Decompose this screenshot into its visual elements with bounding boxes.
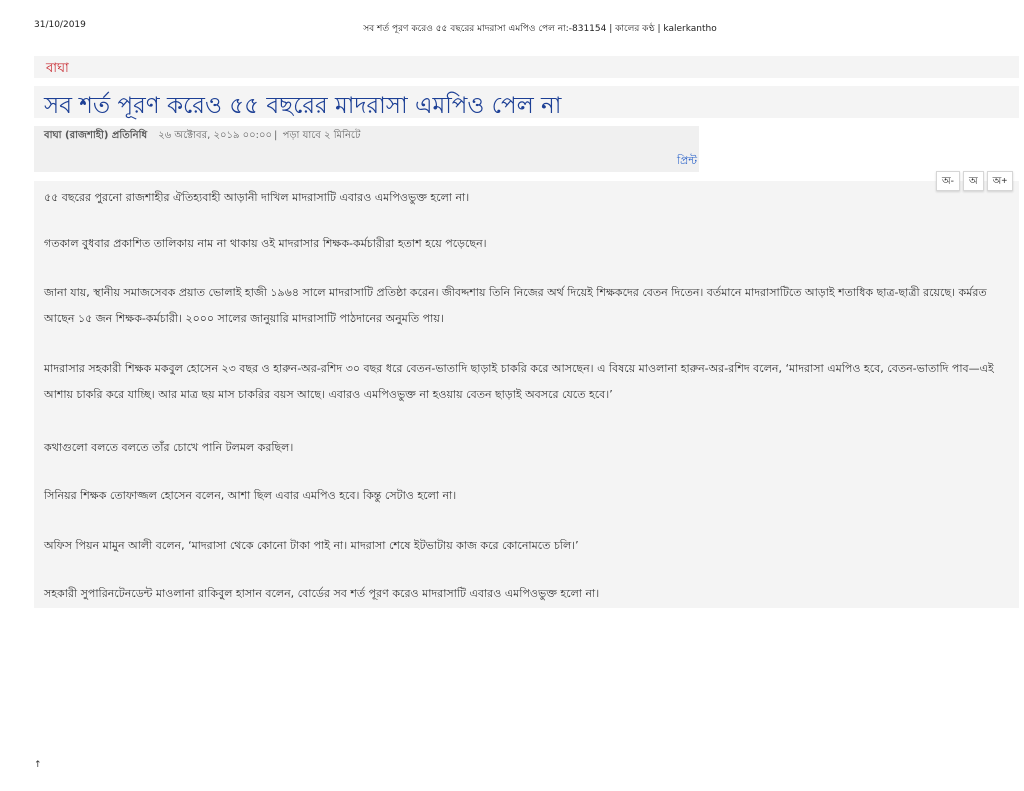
article-meta	[34, 126, 699, 172]
font-reset-button[interactable]: অ	[963, 171, 984, 191]
category-bar	[34, 56, 1019, 78]
print-link[interactable]: প্রিন্ট	[676, 154, 697, 167]
print-page-title: সব শর্ত পূরণ করেও ৫৫ বছরের মাদরাসা এমপিও পেল না:-831154 | কালের কণ্ঠ | kalerkantho	[363, 24, 717, 34]
print-date: 31/10/2019	[34, 20, 86, 30]
category-link[interactable]: বাঘা	[46, 61, 69, 76]
font-size-controls	[936, 171, 1013, 193]
article-headline: সব শর্ত পূরণ করেও ৫৫ বছরের মাদরাসা এমপিও পেল না	[44, 93, 562, 119]
meta-line	[44, 128, 360, 145]
article-paragraph: গতকাল বুধবার প্রকাশিত তালিকায় নাম না থাকায় ওই মাদরাসার শিক্ষক-কর্মচারীরা হতাশ হয়ে পড়েছেন।	[44, 237, 487, 250]
article-paragraph: সহকারী সুপারিনটেনডেন্ট মাওলানা রাকিবুল হাসান বলেন, বোর্ডের সব শর্ত পূরণ করেও মাদরাসাটি এবারও এমপিওভুক্ত হলো না।	[44, 587, 600, 600]
article-paragraph: কথাগুলো বলতে বলতে তাঁর চোখে পানি টলমল করছিল।	[44, 441, 294, 454]
meta-separator: |	[274, 130, 278, 141]
font-increase-button[interactable]: অ+	[987, 171, 1014, 191]
article-paragraph: ৫৫ বছরের পুরনো রাজশাহীর ঐতিহ্যবাহী আড়ানী দাখিল মাদরাসাটি এবারও এমপিওভুক্ত হলো না।	[44, 191, 470, 204]
read-time: পড়া যাবে ২ মিনিটে	[282, 130, 361, 141]
publish-date: ২৬ অক্টোবর, ২০১৯ ০০:০০	[158, 130, 273, 141]
font-decrease-button[interactable]: অ-	[936, 171, 960, 191]
article-paragraph: সিনিয়র শিক্ষক তোফাজ্জল হোসেন বলেন, আশা ছিল এবার এমপিও হবে। কিন্তু সেটাও হলো না।	[44, 489, 457, 502]
article-paragraph: অফিস পিয়ন মামুন আলী বলেন, ‘মাদরাসা থেকে কোনো টাকা পাই না। মাদরাসা শেষে ইটভাটায় কাজ করে কোনোমতে চলি।’	[44, 539, 579, 552]
article-paragraph: জানা যায়, স্থানীয় সমাজসেবক প্রয়াত ভোলাই হাজী ১৯৬৪ সালে মাদরাসাটি প্রতিষ্ঠা করেন। জীবদ্দশায় তিনি নিজের অর্থ দিয়েই শিক্ষকদের বেতন দিতেন। বর্তমানে মাদরাসাটিতে আড়াই শতাধিক ছাত্র-ছাত্রী রয়েছে। কর্মরত আছেন ১৫ জন শিক্ষক-কর্মচারী। ২০০০ সালের জানুয়ারি মাদরাসাটি পাঠদানের অনুমতি পায়।	[44, 286, 987, 325]
headline-bar	[34, 86, 1019, 118]
article-paragraph: মাদরাসার সহকারী শিক্ষক মকবুল হোসেন ২৩ বছর ও হারুন-অর-রশিদ ৩০ বছর ধরে বেতন-ভাতাদি ছাড়াই চাকরি করে আসছেন। এ বিষয়ে মাওলানা হারুন-অর-রশিদ বলেন, ‘মাদরাসা এমপিও হবে, বেতন-ভাতাদি পাব—এই আশায় চাকরি করে যাচ্ছি। আর মাত্র ছয় মাস চাকরির বয়স আছে। এবারও এমপিওভুক্ত না হওয়ায় বেতন ছাড়াই অবসরে যেতে হবে।’	[44, 362, 994, 401]
author-byline: বাঘা (রাজশাহী) প্রতিনিধি	[44, 130, 148, 141]
article-body	[34, 181, 1019, 608]
footer-mark: ↑	[34, 760, 42, 770]
print-header	[0, 0, 1024, 40]
